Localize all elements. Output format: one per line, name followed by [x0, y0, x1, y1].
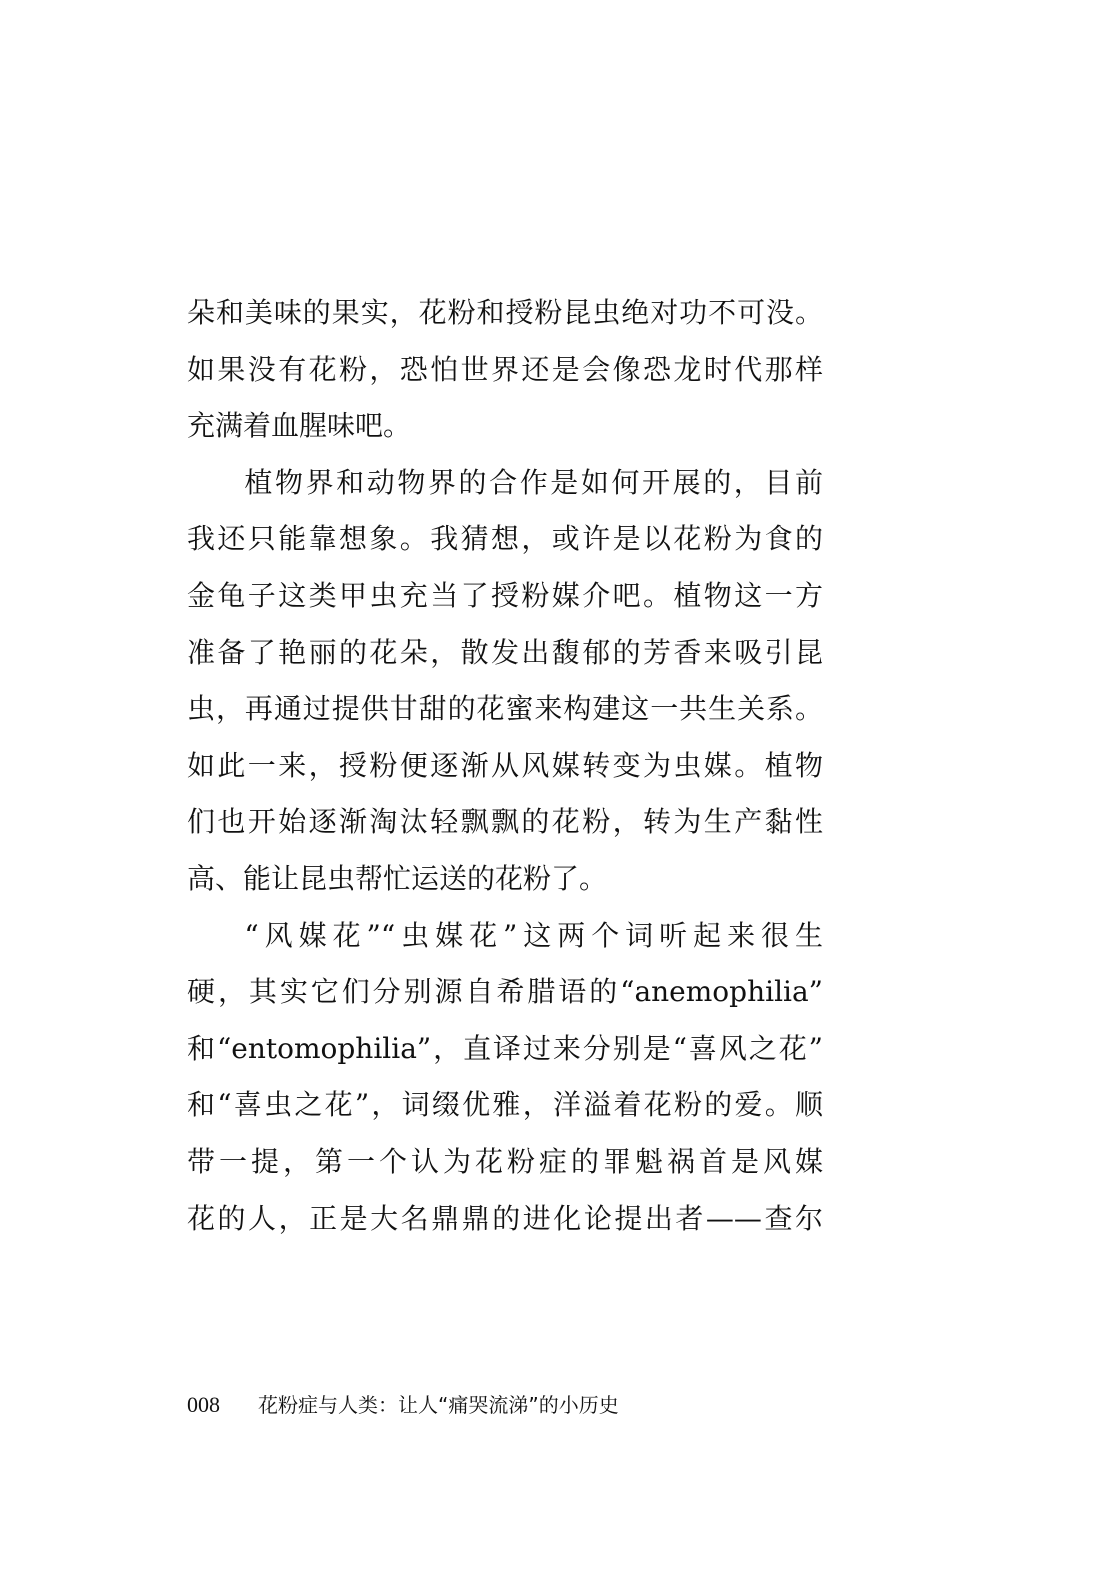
text-line: 朵和美味的果实，花粉和授粉昆虫绝对功不可没。 [187, 296, 823, 329]
text-line: 植物界和动物界的合作是如何开展的，目前 [244, 465, 823, 499]
text-line: 带一提，第一个认为花粉症的罪魁祸首是风媒 [187, 1144, 823, 1178]
text-line: 准备了艳丽的花朵，散发出馥郁的芳香来吸引昆 [187, 635, 823, 669]
text-line: “风媒花”“虫媒花”这两个词听起来很生 [244, 918, 823, 952]
paragraph [187, 285, 823, 455]
text-line: 如果没有花粉，恐怕世界还是会像恐龙时代那样 [187, 352, 823, 386]
text-line: 和“entomophilia”，直译过来分别是“喜风之花” [187, 1031, 823, 1065]
text-line: 如此一来，授粉便逐渐从风媒转变为虫媒。植物 [187, 748, 823, 782]
paragraph [187, 455, 823, 908]
text-line: 虫，再通过提供甘甜的花蜜来构建这一共生关系。 [187, 692, 823, 726]
running-title: 花粉症与人类：让人“痛哭流涕”的小历史 [258, 1393, 619, 1417]
text-line: 们也开始逐渐淘汰轻飘飘的花粉，转为生产黏性 [187, 805, 823, 839]
text-line: 充满着血腥味吧。 [187, 409, 412, 443]
text-line: 硬，其实它们分别源自希腊语的“anemophilia” [187, 975, 823, 1009]
text-line: 我还只能靠想象。我猜想，或许是以花粉为食的 [187, 522, 823, 556]
paragraph [187, 908, 823, 1248]
text-line: 金龟子这类甲虫充当了授粉媒介吧。植物这一方 [187, 578, 823, 612]
page-footer [187, 1388, 619, 1422]
text-line: 和“喜虫之花”，词缀优雅，洋溢着花粉的爱。顺 [187, 1088, 823, 1122]
body-text [187, 285, 823, 1247]
text-line: 花的人，正是大名鼎鼎的进化论提出者——查尔 [187, 1201, 823, 1235]
text-line: 高、能让昆虫帮忙运送的花粉了。 [187, 861, 608, 895]
page-number: 008 [187, 1392, 220, 1417]
